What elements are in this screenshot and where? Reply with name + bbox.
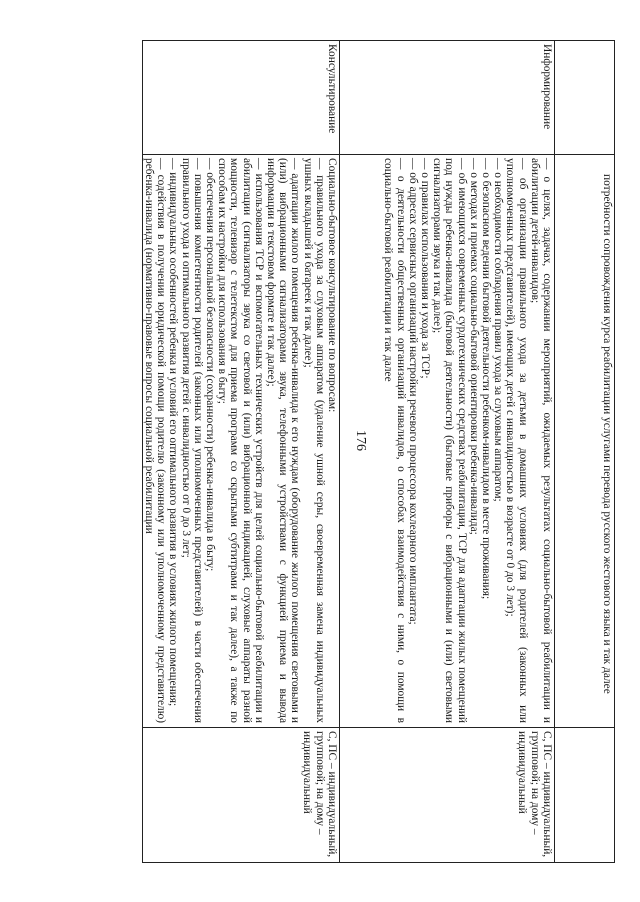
- row2-col2: [142, 155, 339, 728]
- list-item: — о методах и приемах социально-бытовой ориентировки ребенка-инвалида;: [467, 158, 480, 535]
- list-item: — обеспечения персональной безопасности (сохранности) ребенка-инвалида в быту;: [203, 158, 216, 572]
- list-item: — об имеющихся современных сурдотехнических средствах реабилитации, ТСР для адаптации жилых помещений под нужды ребенка-инвалида (бытовой деятельности) (бытовые приборы с вибрационными и (или) световыми сигнализаторами звука и так далее);: [431, 158, 468, 723]
- list-item: — использования ТСР и вспомогательных технических устройств для целей социально-бытовой реабилитации и абилитации (сигнализаторы звука со световой и (или) вибрационной индикацией, слуховые аппараты разной мощности, телевизор с телетекстом для приема программ со скрытыми субтитрами и так далее), а также по способам их настройки для использования в быту;: [216, 158, 265, 723]
- row2-col3: С, ПС – индивидуальный, групповой; на дому – индивидуальный: [142, 728, 339, 863]
- row0-col2-head: потребности сопровождения курса реабилитации услугами перевода русского жестового языка и так далее: [601, 174, 613, 694]
- list-item: — о необходимости соблюдения правил ухода за слуховым аппаратом;: [492, 158, 505, 502]
- list-item: — о безопасном ведении бытовой деятельности ребенком-инвалидом в месте проживания;: [479, 158, 492, 600]
- list-item: — повышения компетентности родителей (законных или уполномоченных представителей) в части обеспечения правильного ухода и оптимального развития детей с инвалидностью от 0 до 3 лет;: [179, 158, 204, 723]
- table-row: [340, 41, 555, 863]
- row1-col3: С, ПС – индивидуальный, групповой; на дому – индивидуальный: [340, 728, 555, 863]
- table-row: [142, 41, 339, 863]
- page-number: 176: [353, 430, 368, 451]
- row1-col2: [340, 155, 555, 728]
- list-item: — адаптации жилого помещения ребенка-инвалида к его нуждам (оборудование жилого помещения световыми и (или) вибрационными сигнализаторами звука, телефонными устройствами с функцией приема и вывода информации в текстовом формате и так далее);: [264, 158, 302, 723]
- list-item: — о правилах использования и ухода за ТСР;: [418, 158, 431, 379]
- list-item: — содействия в получении юридической помощи родителю (законному или уполномоченному представителю) ребенка-инвалида (нормативно-правовые вопросы социальной реабилитации: [142, 158, 168, 723]
- row2-col2-head: Социально-бытовое консультирование по вопросам:: [326, 158, 338, 413]
- list-item: — правильного ухода за слуховым аппаратом (удаление ушной серы, своевременная замена индивидуальных ушных вкладышей и батареек и так далее);: [301, 158, 326, 723]
- rotated-table-container: [60, 40, 615, 862]
- row0-col3: [555, 728, 615, 863]
- list-item: — о целях, задачах, содержании мероприятий, ожидаемых результатах социально-бытовой реабилитации и абилитации детей-инвалидов;: [528, 158, 553, 723]
- row1-col1: Информирование: [340, 41, 555, 155]
- rehabilitation-table: [142, 40, 615, 863]
- row0-col1: [555, 41, 615, 155]
- list-item: — индивидуальных особенностей ребенка и условий его оптимального развития в условиях жилого помещения;: [167, 158, 180, 707]
- list-item: — о деятельности общественных организаций инвалидов, о способах взаимодействия с ними, о помощи в социально-бытовой реабилитации и так далее: [382, 158, 407, 723]
- row0-col2: [555, 155, 615, 728]
- list-item: — об адресах сервисных организаций настройки речевого процессора кохлеарного имплантата;: [406, 158, 419, 625]
- row2-col1: Консультирование: [142, 41, 339, 155]
- list-item: — об организации правильного ухода за детьми в домашних условиях (для родителей (законных или уполномоченных представителей), имеющих детей с инвалидностью в возрасте от 0 до 3 лет);: [504, 158, 529, 723]
- table-row: [555, 41, 615, 863]
